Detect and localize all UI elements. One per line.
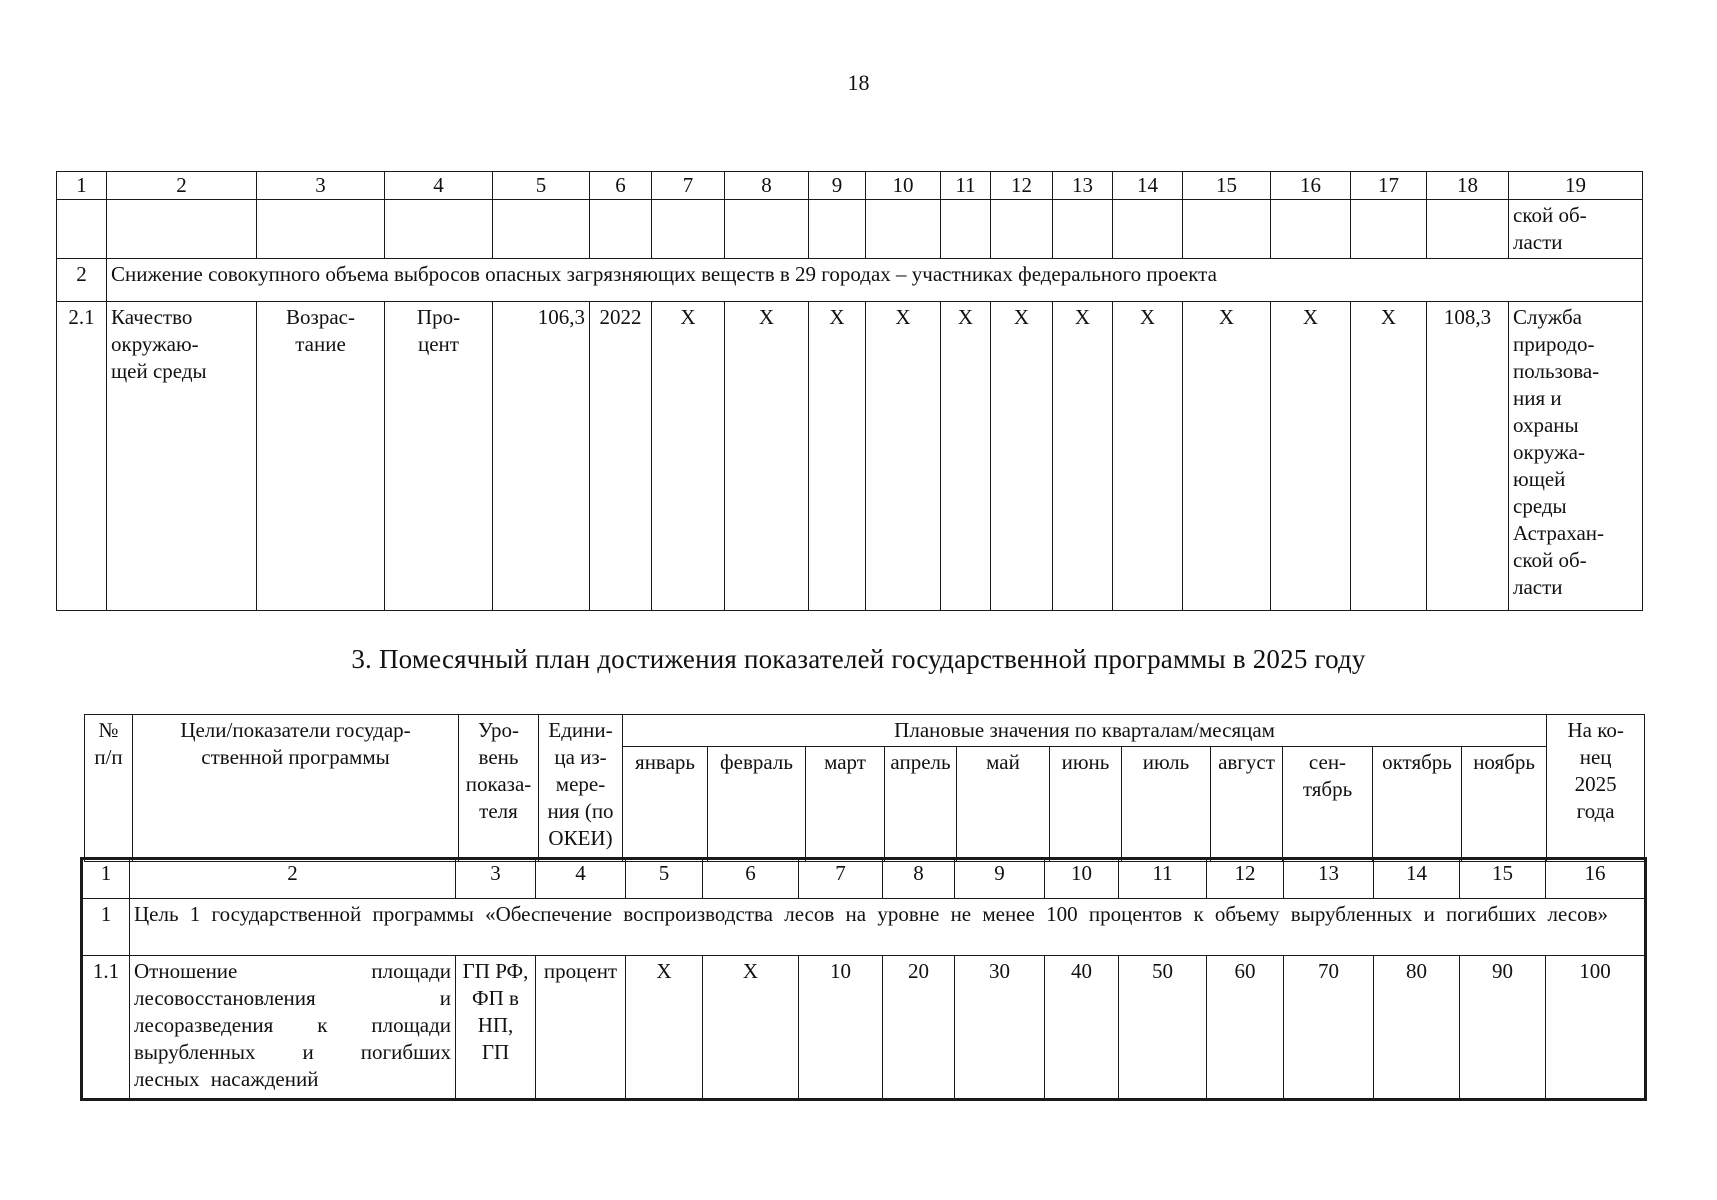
col-num: 19	[1509, 172, 1643, 200]
col-num: 7	[799, 859, 883, 899]
x-mark: X	[1113, 302, 1183, 611]
col-num: 5	[493, 172, 590, 200]
col-num: 9	[809, 172, 866, 200]
col-num: 11	[941, 172, 991, 200]
target-value: 108,3	[1427, 302, 1509, 611]
col-num: 12	[1207, 859, 1284, 899]
indicator-number: 2.1	[57, 302, 107, 611]
month-value: 80	[1374, 956, 1460, 1100]
header-month: август	[1211, 747, 1283, 862]
header-row-1	[85, 715, 1645, 747]
x-mark: X	[725, 302, 809, 611]
col-num: 6	[590, 172, 652, 200]
col-num: 10	[866, 172, 941, 200]
col-num: 13	[1053, 172, 1113, 200]
header-unit: Едини- ца из- мере- ния (по ОКЕИ)	[539, 715, 623, 862]
col-num: 1	[82, 859, 130, 899]
continuation-text: ской об- ласти	[1509, 200, 1643, 259]
col-num: 16	[1546, 859, 1646, 899]
col-num: 3	[257, 172, 385, 200]
goal-row	[82, 899, 1646, 956]
x-mark: X	[866, 302, 941, 611]
monthly-plan-header	[84, 714, 1645, 862]
month-value: 90	[1460, 956, 1546, 1100]
header-level: Уро- вень показа- теля	[459, 715, 539, 862]
header-end-of-year: На ко- нец 2025 года	[1547, 715, 1645, 862]
x-mark: X	[809, 302, 866, 611]
col-num: 11	[1119, 859, 1207, 899]
col-num: 2	[130, 859, 456, 899]
x-mark: X	[1271, 302, 1351, 611]
section-title: 3. Помесячный план достижения показателей государственной программы в 2025 году	[351, 644, 1366, 674]
month-value: 70	[1284, 956, 1374, 1100]
goal-text: Снижение совокупного объема выбросов опасных загрязняющих веществ в 29 городах – участниках федерального проекта	[107, 259, 1643, 302]
goal-number: 2	[57, 259, 107, 302]
month-value: 20	[883, 956, 955, 1100]
header-month: октябрь	[1373, 747, 1462, 862]
indicators-table-continued	[56, 171, 1643, 611]
header-month: апрель	[885, 747, 957, 862]
col-num: 16	[1271, 172, 1351, 200]
col-num: 8	[883, 859, 955, 899]
month-value: 40	[1045, 956, 1119, 1100]
month-value: 50	[1119, 956, 1207, 1100]
column-number-row	[82, 859, 1646, 899]
col-num: 3	[456, 859, 536, 899]
base-value: 106,3	[493, 302, 590, 611]
col-num: 8	[725, 172, 809, 200]
col-num: 9	[955, 859, 1045, 899]
goal-text: Цель 1 государственной программы «Обеспечение воспроизводства лесов на уровне не менее 100 процентов к объему вырубленных и погибших лесов»	[130, 899, 1646, 956]
goal-number: 1	[82, 899, 130, 956]
responsible-body: Служба природо- пользова- ния и охраны окружа- ющей среды Астрахан- ской об- ласти	[1509, 302, 1643, 611]
month-value: 60	[1207, 956, 1284, 1100]
col-num: 18	[1427, 172, 1509, 200]
monthly-plan-table	[80, 857, 1647, 1101]
base-year: 2022	[590, 302, 652, 611]
indicator-row	[82, 956, 1646, 1100]
indicator-number: 1.1	[82, 956, 130, 1100]
x-mark: X	[941, 302, 991, 611]
month-value: X	[626, 956, 703, 1100]
x-mark: X	[1053, 302, 1113, 611]
indicator-name: Качество окружаю- щей среды	[107, 302, 257, 611]
col-num: 5	[626, 859, 703, 899]
col-num: 17	[1351, 172, 1427, 200]
x-mark: X	[1183, 302, 1271, 611]
header-month: январь	[623, 747, 708, 862]
header-month: июль	[1122, 747, 1211, 862]
col-num: 2	[107, 172, 257, 200]
end-of-year-value: 100	[1546, 956, 1646, 1100]
indicator-name: Отношение площади лесовосстановления и лесоразведения к площади вырубленных и погибших лесных насаждений	[130, 956, 456, 1100]
header-month: июнь	[1050, 747, 1122, 862]
col-num: 14	[1113, 172, 1183, 200]
col-num: 6	[703, 859, 799, 899]
column-number-row	[57, 172, 1643, 200]
month-value: 30	[955, 956, 1045, 1100]
goal-row	[57, 259, 1643, 302]
col-num: 13	[1284, 859, 1374, 899]
x-mark: X	[991, 302, 1053, 611]
header-month: май	[957, 747, 1050, 862]
indicator-trend: Возрас- тание	[257, 302, 385, 611]
header-num: № п/п	[85, 715, 133, 862]
page-number: 18	[847, 70, 870, 95]
col-num: 4	[536, 859, 626, 899]
indicator-unit: Про- цент	[385, 302, 493, 611]
header-month: ноябрь	[1462, 747, 1547, 862]
col-num: 14	[1374, 859, 1460, 899]
header-planned-values: Плановые значения по кварталам/месяцам	[623, 715, 1547, 747]
month-value: 10	[799, 956, 883, 1100]
col-num: 7	[652, 172, 725, 200]
indicator-unit: процент	[536, 956, 626, 1100]
col-num: 4	[385, 172, 493, 200]
indicator-row	[57, 302, 1643, 611]
header-goals: Цели/показатели государ- ственной программы	[133, 715, 459, 862]
x-mark: X	[652, 302, 725, 611]
col-num: 1	[57, 172, 107, 200]
header-month: март	[806, 747, 885, 862]
x-mark: X	[1351, 302, 1427, 611]
col-num: 15	[1183, 172, 1271, 200]
col-num: 15	[1460, 859, 1546, 899]
col-num: 10	[1045, 859, 1119, 899]
month-value: X	[703, 956, 799, 1100]
indicator-level: ГП РФ, ФП в НП, ГП	[456, 956, 536, 1100]
col-num: 12	[991, 172, 1053, 200]
continuation-row	[57, 200, 1643, 259]
header-month: февраль	[708, 747, 806, 862]
header-month: сен- тябрь	[1283, 747, 1373, 862]
